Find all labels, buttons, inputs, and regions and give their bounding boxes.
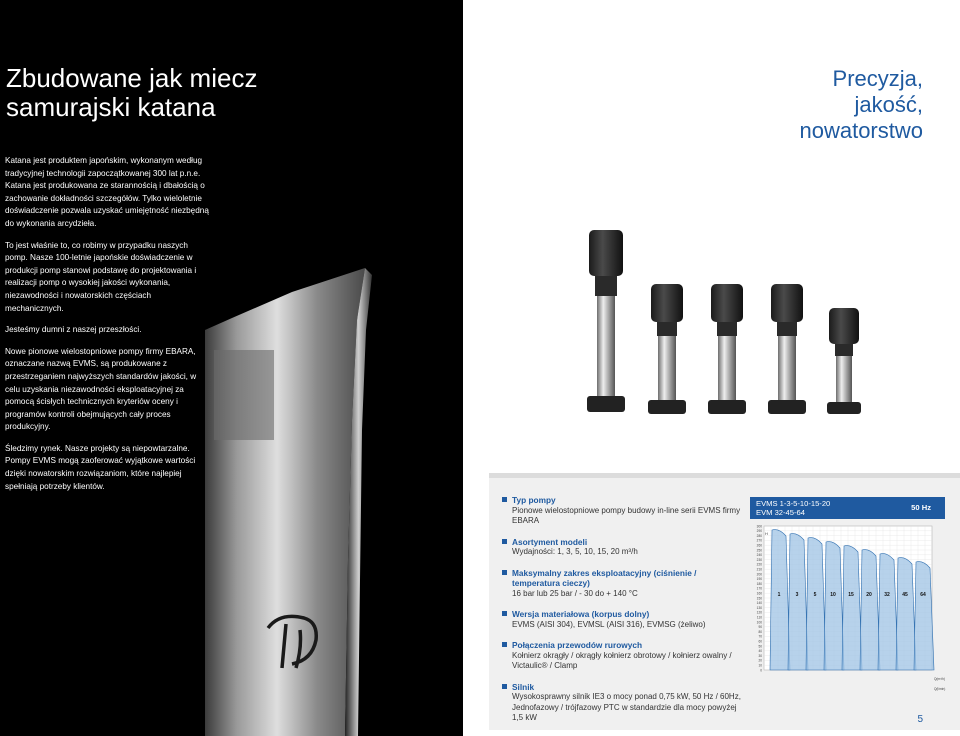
chart-models: [756, 499, 830, 517]
chart-y-tick-label: 30: [758, 653, 762, 658]
paragraph-3: Jesteśmy dumni z naszej przeszłości.: [5, 325, 142, 335]
chart-y-tick-label: 60: [758, 639, 762, 644]
chart-y-tick-label: 150: [756, 596, 762, 601]
chart-y-tick-label: 170: [756, 586, 762, 591]
chart-y-tick-label: 210: [756, 567, 762, 572]
chart-series-label: 1: [777, 592, 781, 598]
chart-series-label: 15: [848, 592, 854, 598]
chart-y-tick-label: 70: [758, 634, 762, 639]
pump-4: [768, 284, 806, 414]
chart-y-tick-label: 10: [758, 663, 762, 668]
page-title-left: [6, 64, 306, 122]
spec-connections: [502, 640, 742, 672]
page-number: 5: [917, 714, 923, 725]
chart-y-tick-label: 270: [756, 538, 762, 543]
spec-heading: Asortyment modeli: [512, 536, 588, 547]
chart-series-label: 32: [884, 592, 890, 598]
spec-value: Wysokosprawny silnik IE3 o mocy ponad 0,75 kW, 50 Hz / 60Hz, Jednofazowy / trójfazowy PTC w standardzie dla mocy powyżej 1,5 kW: [512, 692, 741, 722]
left-dark-panel: [0, 0, 463, 736]
chart-y-tick-label: 120: [756, 610, 762, 615]
chart-series-label: 45: [902, 592, 908, 598]
chart-models-line-1: EVMS 1-3-5-10-15-20: [756, 499, 831, 508]
chart-models-line-2: EVM 32-45-64: [756, 508, 805, 517]
chart-y-tick-label: 100: [756, 620, 762, 625]
spec-material: [502, 609, 742, 630]
pump-2: [648, 284, 686, 414]
performance-chart: [750, 522, 950, 707]
spec-motor: [502, 682, 742, 724]
intro-text: [5, 155, 210, 502]
spec-value: Wydajności: 1, 3, 5, 10, 15, 20 m³/h: [512, 547, 638, 556]
title-line-2: samurajski katana: [6, 92, 216, 122]
bullet-square-icon: [502, 684, 507, 689]
chart-y-tick-label: 130: [756, 605, 762, 610]
title-line-1: Zbudowane jak miecz: [6, 63, 258, 93]
spec-list: [502, 495, 742, 734]
page-title-right: [799, 66, 923, 144]
chart-header: [750, 497, 945, 519]
spec-heading: Silnik: [512, 681, 535, 692]
chart-y-tick-label: 190: [756, 577, 762, 582]
spec-pump-type: [502, 495, 742, 527]
bullet-square-icon: [502, 539, 507, 544]
bullet-square-icon: [502, 611, 507, 616]
pump-5: [827, 308, 861, 414]
paragraph-2: To jest właśnie to, co robimy w przypadku naszych pomp. Nasze 100-letnie japońskie doświadczenie w produkcji pomp stanowi podstawę do projektowania i realizacji pomp o wysokiej jakości wykonania, niezawodności i nowatorskich częściach mechanicznych.: [5, 240, 197, 313]
chart-y-tick-label: 80: [758, 629, 762, 634]
chart-y-tick-label: 240: [756, 553, 762, 558]
chart-series-label: 20: [866, 592, 872, 598]
spec-heading: Wersja materiałowa (korpus dolny): [512, 609, 650, 619]
spec-heading: Maksymalny zakres eksploatacyjny (ciśnienie / temperatura cieczy): [512, 567, 697, 588]
spec-max-range: [502, 568, 742, 600]
right-title-line-2: jakość,: [854, 92, 923, 117]
chart-y-tick-label: 230: [756, 557, 762, 562]
chart-y-tick-label: 220: [756, 562, 762, 567]
paragraph-1: Katana jest produktem japońskim, wykonanym według tradycyjnej technologii zapoczątkowanej 300 lat p.n.e. Katana jest produkowana ze starannością i dbałością o zachowanie dokładności szczegółów. Tylko wieloletnie doświadczenie pozwala uzyskać umiejętność niezbędną do wykonania arcydzieła.: [5, 156, 209, 228]
chart-y-tick-label: 200: [756, 572, 762, 577]
chart-frequency: 50 Hz: [911, 503, 931, 512]
pump-1: [587, 230, 625, 412]
chart-y-tick-label: 280: [756, 533, 762, 538]
chart-x-unit-label: Q(l/min): [934, 687, 946, 691]
bullet-square-icon: [502, 570, 507, 575]
spec-value: Pionowe wielostopniowe pompy budowy in-line serii EVMS firmy EBARA: [512, 505, 741, 525]
chart-y-axis-label: H: [765, 531, 768, 536]
paragraph-4: Nowe pionowe wielostopniowe pompy firmy EBARA, oznaczane nazwą EVMS, są produkowane z przestrzeganiem najwyższych standardów jakości, w celu uzyskania niezawodności eksploatacyjnej za pomocą ścisłych technicznych kryteriów oceny i programów kontroli obejmujących cały proces produkcyjny.: [5, 346, 197, 432]
chart-y-tick-label: 50: [758, 644, 762, 649]
chart-y-tick-label: 180: [756, 581, 762, 586]
chart-series-label: 5: [813, 592, 817, 598]
chart-y-tick-label: 140: [756, 601, 762, 606]
chart-y-tick-label: 40: [758, 649, 762, 654]
chart-y-tick-label: 110: [756, 615, 762, 620]
spec-heading: Typ pompy: [512, 495, 556, 505]
bullet-square-icon: [502, 497, 507, 502]
chart-y-tick-label: 90: [758, 625, 762, 630]
spec-value: Kołnierz okrągły / okrągły kołnierz obrotowy / kołnierz owalny / Victaulic® / Clamp: [512, 650, 732, 670]
right-title-line-3: nowatorstwo: [799, 118, 923, 143]
chart-y-tick-label: 290: [756, 529, 762, 534]
spec-value: 16 bar lub 25 bar / - 30 do + 140 °C: [512, 588, 638, 598]
chart-series-label: 64: [920, 592, 926, 598]
bullet-square-icon: [502, 642, 507, 647]
spec-heading: Połączenia przewodów rurowych: [512, 640, 643, 650]
chart-y-tick-label: 0: [760, 668, 762, 673]
chart-y-tick-label: 260: [756, 543, 762, 548]
spec-value: EVMS (AISI 304), EVMSL (AISI 316), EVMSG (żeliwo): [512, 619, 706, 629]
right-title-line-1: Precyzja,: [832, 66, 923, 91]
chart-y-tick-label: 250: [756, 548, 762, 553]
chart-series-label: 3: [795, 592, 799, 598]
pumps-product-image: [575, 222, 885, 422]
chart-y-tick-label: 160: [756, 591, 762, 596]
chart-y-tick-label: 20: [758, 658, 762, 663]
chart-x-unit-label: Q(m³/h): [934, 677, 945, 681]
paragraph-5: Śledzimy rynek. Nasze projekty są niepowtarzalne. Pompy EVMS mogą zaoferować wyjątkowe wartości dzięki nowatorskim rozwiązaniom, które najlepiej spełniają potrzeby klientów.: [5, 443, 196, 491]
spec-model-range: [502, 537, 742, 558]
pump-3: [708, 284, 746, 414]
chart-y-tick-label: 300: [756, 524, 762, 529]
chart-series-label: 10: [830, 592, 836, 598]
